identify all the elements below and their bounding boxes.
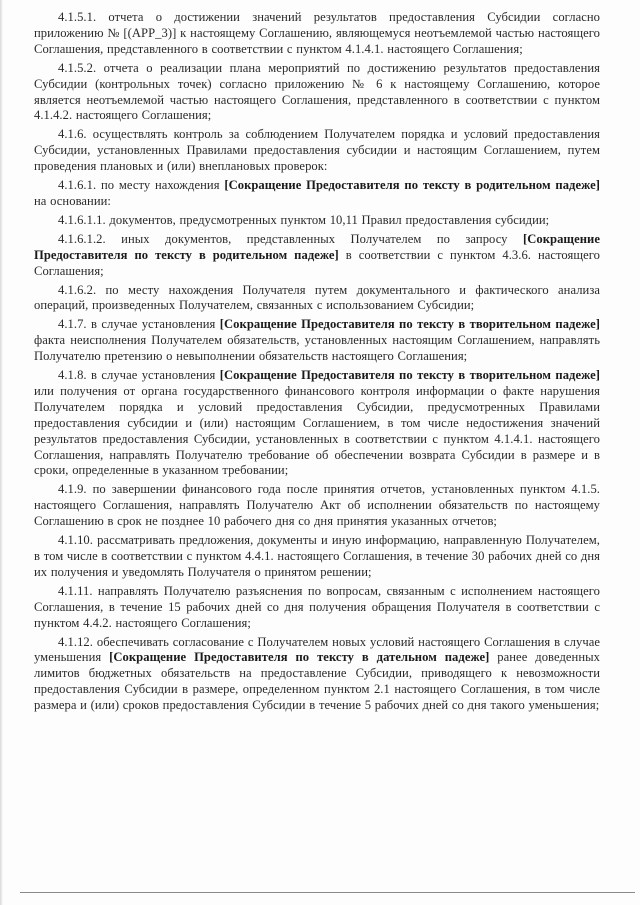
paragraph-text: 4.1.5.2. отчета о реализации плана мероприятий по достижению результатов предоставления Субсидии (контрольных точек) согласно приложению № 6 к настоящему Соглашению, которое является неотъемлемой частью настоящего Соглашения, представленного в соответствии с пунктом 4.1.4.2. настоящего Соглашения;: [34, 60, 600, 123]
paragraph: [34, 533, 600, 581]
paragraph-text: 4.1.6.1. по месту нахождения: [58, 178, 225, 193]
paragraph: [34, 635, 600, 715]
bold-placeholder-text: [Сокращение Предоставителя по тексту в творительном падеже]: [219, 317, 601, 332]
paragraph: [34, 283, 600, 315]
paragraph-text: 4.1.11. направлять Получателю разъяснения по вопросам, связанным с исполнением настоящего Соглашения, в течение 15 рабочих дней со дня получения обращения Получателя в соответствии с пунктом 4.4.2. настоящего Соглашения;: [34, 583, 600, 630]
paragraph: [34, 482, 600, 530]
paragraph-text: 4.1.6.2. по месту нахождения Получателя путем документального и фактического анализа операций, произведенных Получателем, связанных с использованием Субсидии;: [34, 282, 600, 313]
paragraph-text: 4.1.9. по завершении финансового года после принятия отчетов, установленных пунктом 4.1.5. настоящего Соглашения, направлять Получателю Акт об исполнении обязательств по настоящему Соглашению в срок не позднее 10 рабочего дня со дня принятия указанных отчетов;: [34, 482, 600, 529]
paragraph-text: 4.1.5.1. отчета о достижении значений результатов предоставления Субсидии согласно приложению № [(APP_3)] к настоящему Соглашению, являющемуся неотъемлемой частью настоящего Соглашения, представленного в соответствии с пунктом 4.1.4.1. настоящего Соглашения;: [34, 10, 600, 56]
paragraph: [34, 178, 600, 210]
paragraph-text: 4.1.6. осуществлять контроль за соблюдением Получателем порядка и условий предоставления Субсидии, установленных Правилами предоставления субсидии и настоящим Соглашением, путем проведения плановых и (или) внеплановых проверок:: [34, 127, 600, 174]
document-body: [34, 10, 600, 717]
bold-placeholder-text: [Сокращение Предоставителя по тексту в творительном падеже]: [219, 368, 601, 383]
paragraph-text: или получения от органа государственного финансового контроля информации о факте нарушения Получателем порядка и условий предоставления Субсидии, предусмотренных Правилами предоставления субсидии и (или) настоящим Соглашением, в том числе недостижения значений результатов предоставления Субсидии, установленных в соответствии с пунктом 4.1.4.1. настоящего Соглашения, направлять Получателю требование об обеспечении возврата Субсидии в размере и в сроки, определенные в указанном требовании;: [34, 383, 600, 478]
page-bottom-rule: [20, 892, 635, 893]
bold-placeholder-text: [Сокращение Предоставителя по тексту в родительном падеже]: [34, 231, 600, 262]
bold-placeholder-text: [Сокращение Предоставителя по тексту в родительном падеже]: [224, 178, 600, 193]
paragraph-text: на основании:: [34, 193, 111, 208]
paragraph-text: 4.1.7. в случае установления: [58, 317, 220, 332]
paragraph-text: в соответствии с пунктом 4.3.6. настоящего Соглашения;: [34, 247, 600, 278]
scan-edge-shadow: [0, 0, 3, 905]
paragraph-text: 4.1.6.1.2. иных документов, представленных Получателем по запросу: [58, 231, 523, 246]
paragraph: [34, 127, 600, 175]
bold-placeholder-text: [Сокращение Предоставителя по тексту в дательном падеже]: [109, 650, 490, 665]
paragraph: [34, 317, 600, 365]
paragraph: [34, 584, 600, 632]
paragraph-text: факта неисполнения Получателем обязательств, установленных настоящим Соглашением, направлять Получателю претензию о невыполнении обязательств настоящего Соглашения;: [34, 333, 600, 364]
paragraph-text: 4.1.10. рассматривать предложения, документы и иную информацию, направленную Получателем, в том числе в соответствии с пунктом 4.4.1. настоящего Соглашения, в течение 30 рабочих дней со дня их получения и уведомлять Получателя о принятом решении;: [34, 533, 600, 579]
paragraph-text: 4.1.6.1.1. документов, предусмотренных пунктом 10,11 Правил предоставления субсидии;: [58, 212, 550, 227]
paragraph-text: 4.1.8. в случае установления: [58, 368, 220, 383]
paragraph-text: 4.1.12. обеспечивать согласование с Получателем новых условий настоящего Соглашения в случае уменьшения: [34, 634, 600, 665]
paragraph: [34, 61, 600, 125]
paragraph: [34, 10, 600, 58]
paragraph-text: ранее доведенных лимитов бюджетных обязательств на предоставление Субсидии, приводящего к невозможности предоставления Субсидии в размере, определенном пунктом 2.1 настоящего Соглашения, в том числе размера и (или) сроков предоставления Субсидии в течение 5 рабочих дней со дня такого уменьшения;: [34, 650, 600, 713]
paragraph: [34, 368, 600, 479]
paragraph: [34, 232, 600, 280]
paragraph: [34, 213, 600, 229]
